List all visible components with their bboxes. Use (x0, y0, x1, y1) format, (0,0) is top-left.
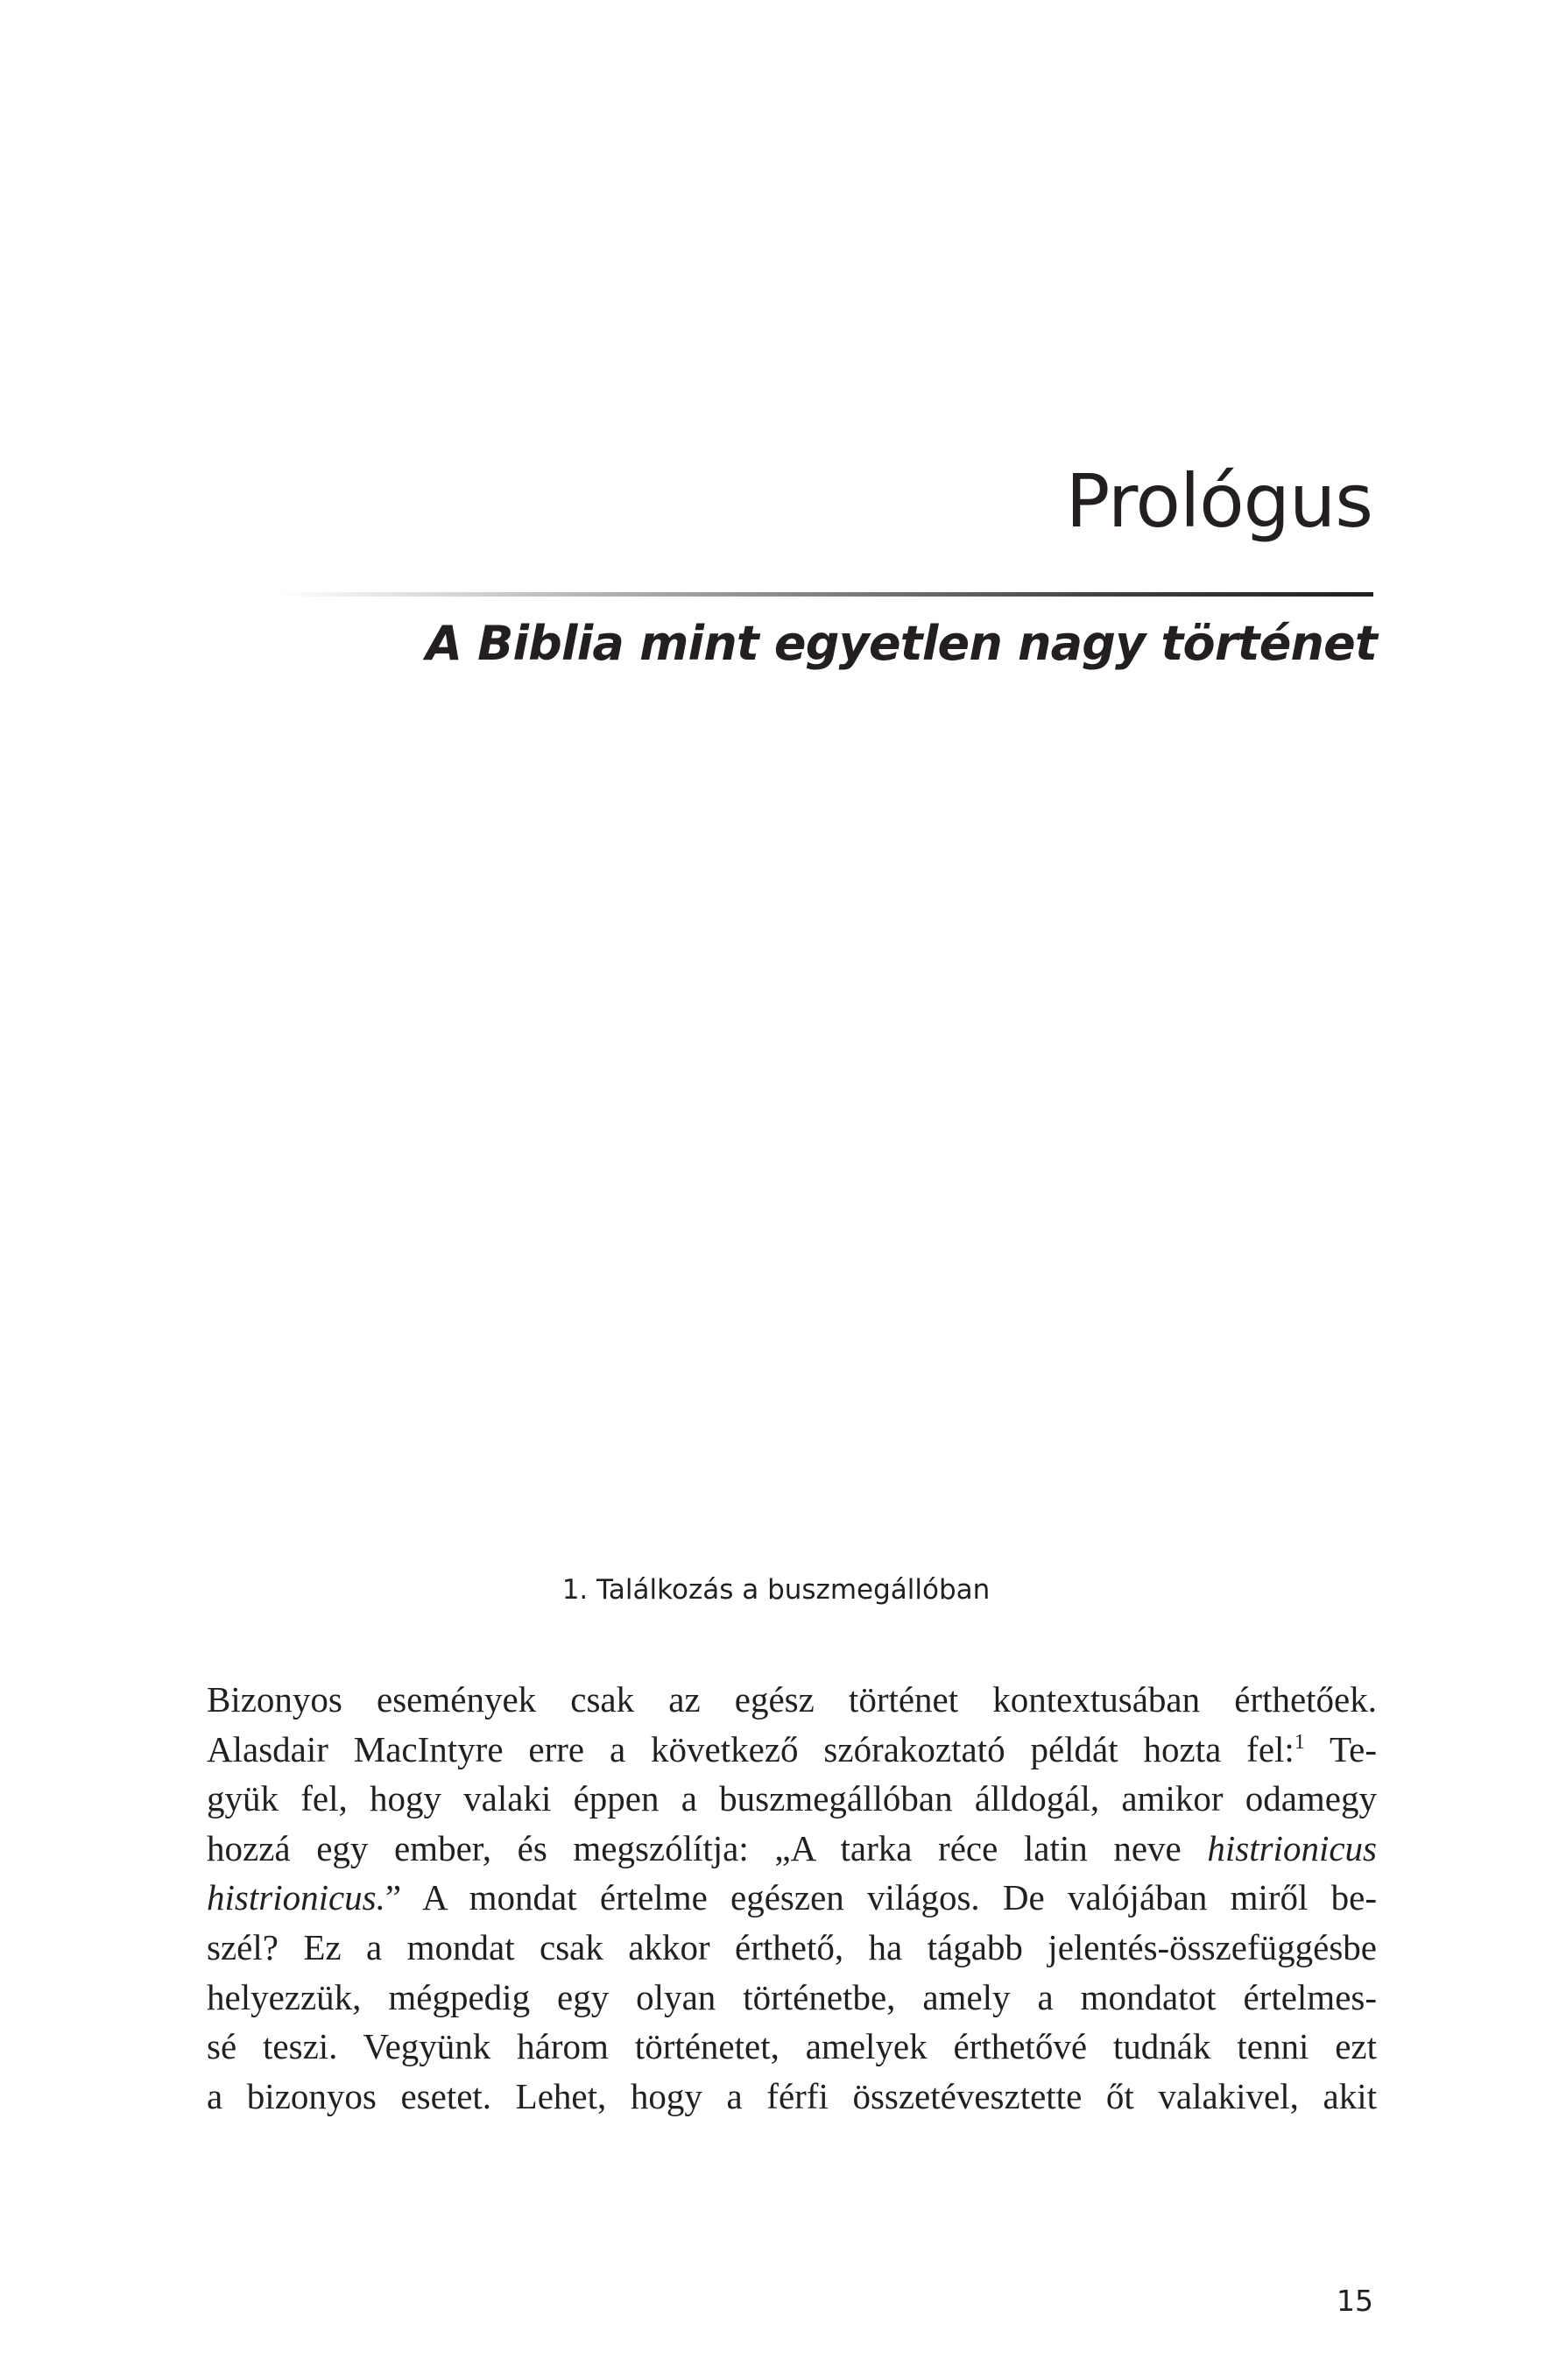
text-run: ” A mondat értelme egészen világos. De valójában miről be- (384, 1877, 1377, 1918)
body-line (207, 2072, 1377, 2122)
section-heading: 1. Találkozás a buszmegállóban (561, 1574, 991, 1606)
chapter-title: Prológus (1065, 458, 1372, 544)
text-run: szél? Ez a mondat csak akkor érthető, ha tágabb jelentés-összefüggésbe (207, 1926, 1377, 1967)
body-line (207, 1774, 1377, 1824)
text-run: Te- (1304, 1728, 1377, 1769)
title-divider (279, 592, 1373, 597)
italic-text: histrionicus. (207, 1877, 385, 1918)
text-run: gyük fel, hogy valaki éppen a buszmegállóban álldogál, amikor odamegy (207, 1778, 1377, 1819)
page-number: 15 (1337, 2284, 1373, 2318)
body-line (207, 1973, 1377, 2023)
text-run: a bizonyos esetet. Lehet, hogy a férfi összetévesztette őt valakivel, akit (207, 2075, 1377, 2116)
text-run: hozzá egy ember, és megszólítja: „A tarka réce latin neve (207, 1827, 1208, 1868)
italic-text: histrionicus (1207, 1827, 1377, 1868)
body-line (207, 1824, 1377, 1874)
text-run: sé teszi. Vegyünk három történetet, amelyek érthetővé tudnák tenni ezt (207, 2026, 1377, 2067)
text-run: Alasdair MacIntyre erre a következő szórakoztató példát hozta fel: (207, 1728, 1295, 1769)
body-paragraph (207, 1675, 1377, 2121)
footnote-marker: 1 (1294, 1730, 1305, 1754)
text-run: Bizonyos események csak az egész történet kontextusában érthetőek. (207, 1679, 1377, 1720)
body-line (207, 2022, 1377, 2072)
body-line (207, 1923, 1377, 1973)
body-line (207, 1873, 1377, 1923)
body-line (207, 1675, 1377, 1725)
chapter-subtitle: A Biblia mint egyetlen nagy történet (426, 616, 1377, 671)
body-line (207, 1725, 1377, 1775)
text-run: helyezzük, mégpedig egy olyan történetbe, amely a mondatot értelmes- (207, 1976, 1377, 2017)
